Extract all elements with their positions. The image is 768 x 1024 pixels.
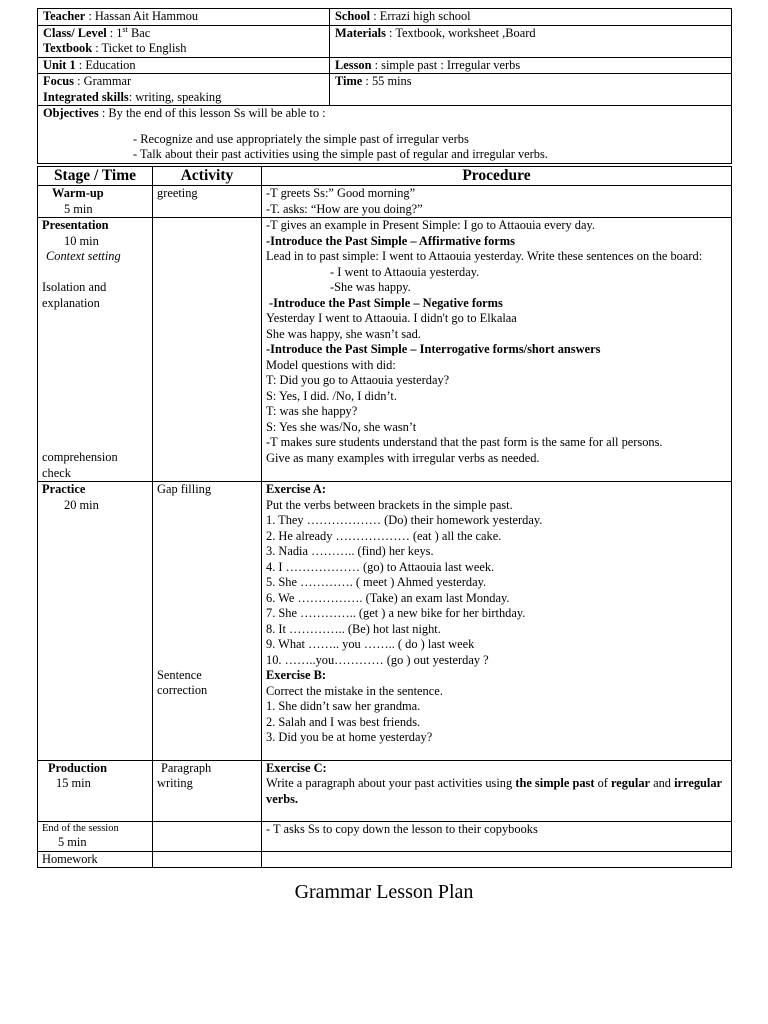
isolation-label-1: Isolation and	[42, 280, 107, 294]
focus-skills-cell	[38, 74, 330, 106]
list-item: 4. I ……………… (go) to Attaouia last week.	[266, 559, 495, 574]
list-item: 1. They ……………… (Do) their homework yesterday.	[266, 513, 543, 527]
stage-practice-time: 20 min	[64, 497, 99, 512]
procedure-line: Lead in to past simple: I went to Attaouia yesterday. Write these sentences on the board:	[266, 249, 703, 263]
activity-cell	[153, 218, 262, 482]
activity-gap-filling: Gap filling	[157, 482, 212, 496]
lesson-value: : simple past : Irregular verbs	[371, 57, 521, 72]
focus-label: Focus	[43, 74, 74, 88]
stage-cell	[38, 822, 153, 852]
procedure-line: -T. asks: “How are you doing?”	[266, 201, 423, 216]
procedure-cell	[262, 822, 732, 852]
lesson-label: Lesson	[335, 57, 372, 72]
time-label: Time	[335, 74, 363, 88]
procedure-line: T: Did you go to Attaouia yesterday?	[266, 373, 450, 387]
unit-label: Unit 1	[43, 57, 76, 72]
exercise-c-bold-3: irregular verbs.	[266, 776, 722, 806]
class-value-sup: st	[122, 24, 128, 34]
exercise-c-text-1: Write a paragraph about your past activities using	[266, 776, 516, 790]
school-cell	[330, 9, 732, 26]
stage-warmup-time: 5 min	[64, 201, 93, 216]
class-textbook-cell	[38, 25, 330, 57]
procedure-line: Yesterday I went to Attaouia. I didn't go to Elkalaa	[266, 311, 517, 325]
teacher-cell	[38, 9, 330, 26]
exercise-c-bold-2: regular	[611, 776, 651, 790]
document-caption: Grammar Lesson Plan	[294, 881, 474, 903]
stage-cell	[38, 482, 153, 761]
activity-cell	[153, 822, 262, 852]
teacher-value: : Hassan Ait Hammou	[85, 9, 199, 23]
table-row	[38, 218, 732, 482]
textbook-label: Textbook	[43, 41, 93, 55]
table-row	[38, 186, 732, 218]
procedure-line: -T gives an example in Present Simple: I go to Attaouia every day.	[266, 218, 595, 232]
table-row	[38, 760, 732, 822]
list-item: 9. What …….. you …….. ( do ) last week	[266, 637, 475, 651]
activity-cell	[153, 760, 262, 822]
header-table	[37, 8, 732, 164]
list-item: 1. She didn’t saw her grandma.	[266, 699, 421, 713]
list-item: 5. She …………. ( meet ) Ahmed yesterday.	[266, 575, 487, 589]
objectives-intro: : By the end of this lesson Ss will be able to :	[98, 106, 326, 120]
list-item: 2. Salah and I was best friends.	[266, 714, 421, 729]
procedure-example: -She was happy.	[330, 280, 411, 294]
stage-presentation-time: 10 min	[64, 233, 99, 248]
lesson-cell	[330, 57, 732, 74]
isolation-label-2: explanation	[42, 295, 100, 310]
skills-label: Integrated skills	[43, 89, 129, 104]
stage-practice: Practice	[42, 482, 86, 496]
list-item: 7. She ………….. (get ) a new bike for her birthday.	[266, 606, 526, 620]
col-header-stage: Stage / Time	[38, 167, 153, 186]
procedure-example: - I went to Attaouia yesterday.	[330, 264, 480, 279]
stage-production-time: 15 min	[56, 776, 91, 790]
materials-label: Materials	[335, 25, 386, 40]
focus-value: : Grammar	[73, 74, 132, 88]
stage-cell	[38, 760, 153, 822]
procedure-cell	[262, 482, 732, 761]
procedure-heading: -Introduce the Past Simple – Interrogative forms/short answers	[266, 342, 601, 356]
table-row	[38, 482, 732, 761]
context-setting: Context setting	[46, 249, 121, 263]
exercise-a-instructions: Put the verbs between brackets in the simple past.	[266, 497, 513, 512]
stage-presentation: Presentation	[42, 218, 109, 232]
exercise-c-text-2: of	[594, 776, 612, 790]
stage-warmup: Warm-up	[52, 186, 104, 200]
procedure-cell	[262, 218, 732, 482]
procedure-cell	[262, 851, 732, 868]
exercise-a-title: Exercise A:	[266, 482, 326, 496]
objectives-label: Objectives	[43, 106, 99, 120]
procedure-line: Give as many examples with irregular verbs as needed.	[266, 450, 540, 465]
procedure-line: T: was she happy?	[266, 404, 358, 418]
procedure-heading: -Introduce the Past Simple – Negative forms	[269, 295, 503, 310]
objectives-cell	[38, 106, 732, 164]
table-row	[38, 822, 732, 852]
exercise-c-text	[266, 776, 727, 807]
class-value-rest: Bac	[127, 25, 151, 40]
procedure-line: S: Yes, I did. /No, I didn’t.	[266, 388, 397, 403]
materials-value: : Textbook, worksheet ,Board	[385, 25, 536, 40]
procedure-line: -T greets Ss:” Good morning”	[266, 186, 416, 200]
activity-paragraph-1: Paragraph	[161, 760, 212, 775]
exercise-c-bold-1: the simple past	[515, 776, 595, 790]
stage-homework: Homework	[42, 851, 98, 866]
procedure-line: Model questions with did:	[266, 357, 396, 372]
activity-cell	[153, 482, 262, 761]
time-value: : 55 mins	[362, 74, 412, 88]
exercise-b-title: Exercise B:	[266, 668, 326, 682]
procedure-heading: -Introduce the Past Simple – Affirmative forms	[266, 233, 515, 248]
stage-cell	[38, 218, 153, 482]
list-item: 8. It ………….. (Be) hot last night.	[266, 621, 441, 636]
exercise-b-instructions: Correct the mistake in the sentence.	[266, 683, 443, 698]
list-item: 6. We ……………. (Take) an exam last Monday.	[266, 590, 510, 605]
teacher-label: Teacher	[43, 9, 86, 23]
materials-cell	[330, 25, 732, 57]
stage-production: Production	[48, 760, 107, 775]
list-item: 2. He already ……………… (eat ) all the cake.	[266, 528, 502, 543]
list-item: 3. Did you be at home yesterday?	[266, 730, 433, 744]
stage-end-session: End of the session	[42, 823, 119, 834]
unit-value: : Education	[75, 57, 136, 72]
comprehension-label-1: comprehension	[42, 450, 118, 464]
list-item: 10. ……..you………… (go ) out yesterday ?	[266, 652, 489, 667]
class-label: Class/ Level	[43, 25, 107, 40]
activity-cell	[153, 851, 262, 868]
textbook-value: : Ticket to English	[92, 41, 187, 55]
activity-sentence-correction-2: correction	[157, 683, 208, 697]
skills-value: : writing, speaking	[128, 89, 222, 104]
lesson-table	[37, 166, 732, 868]
stage-cell	[38, 851, 153, 868]
objective-item: - Talk about their past activities using the simple past of regular and irregular verbs.	[133, 147, 548, 161]
col-header-procedure: Procedure	[262, 167, 732, 186]
stage-cell	[38, 186, 153, 218]
procedure-cell	[262, 760, 732, 822]
table-row	[38, 851, 732, 868]
procedure-line: She was happy, she wasn’t sad.	[266, 326, 421, 341]
procedure-line: S: Yes she was/No, she wasn’t	[266, 419, 417, 434]
exercise-c-title: Exercise C:	[266, 760, 327, 775]
procedure-cell	[262, 186, 732, 218]
school-value: : Errazi high school	[370, 9, 471, 23]
activity-paragraph-2: writing	[157, 776, 193, 790]
time-cell	[330, 74, 732, 106]
objective-item: - Recognize and use appropriately the simple past of irregular verbs	[133, 131, 469, 146]
exercise-c-text-3: and	[650, 776, 675, 790]
comprehension-label-2: check	[42, 465, 71, 480]
list-item: 3. Nadia ……….. (find) her keys.	[266, 544, 434, 558]
class-value: : 1	[106, 25, 123, 40]
procedure-line: -T makes sure students understand that the past form is the same for all persons.	[266, 435, 663, 449]
school-label: School	[335, 9, 371, 23]
unit-cell	[38, 57, 330, 74]
activity-warmup: greeting	[157, 186, 198, 200]
procedure-line: - T asks Ss to copy down the lesson to their copybooks	[266, 822, 538, 836]
stage-end-time: 5 min	[58, 835, 87, 849]
col-header-activity: Activity	[153, 167, 262, 186]
activity-sentence-correction-1: Sentence	[157, 667, 202, 682]
activity-cell	[153, 186, 262, 218]
